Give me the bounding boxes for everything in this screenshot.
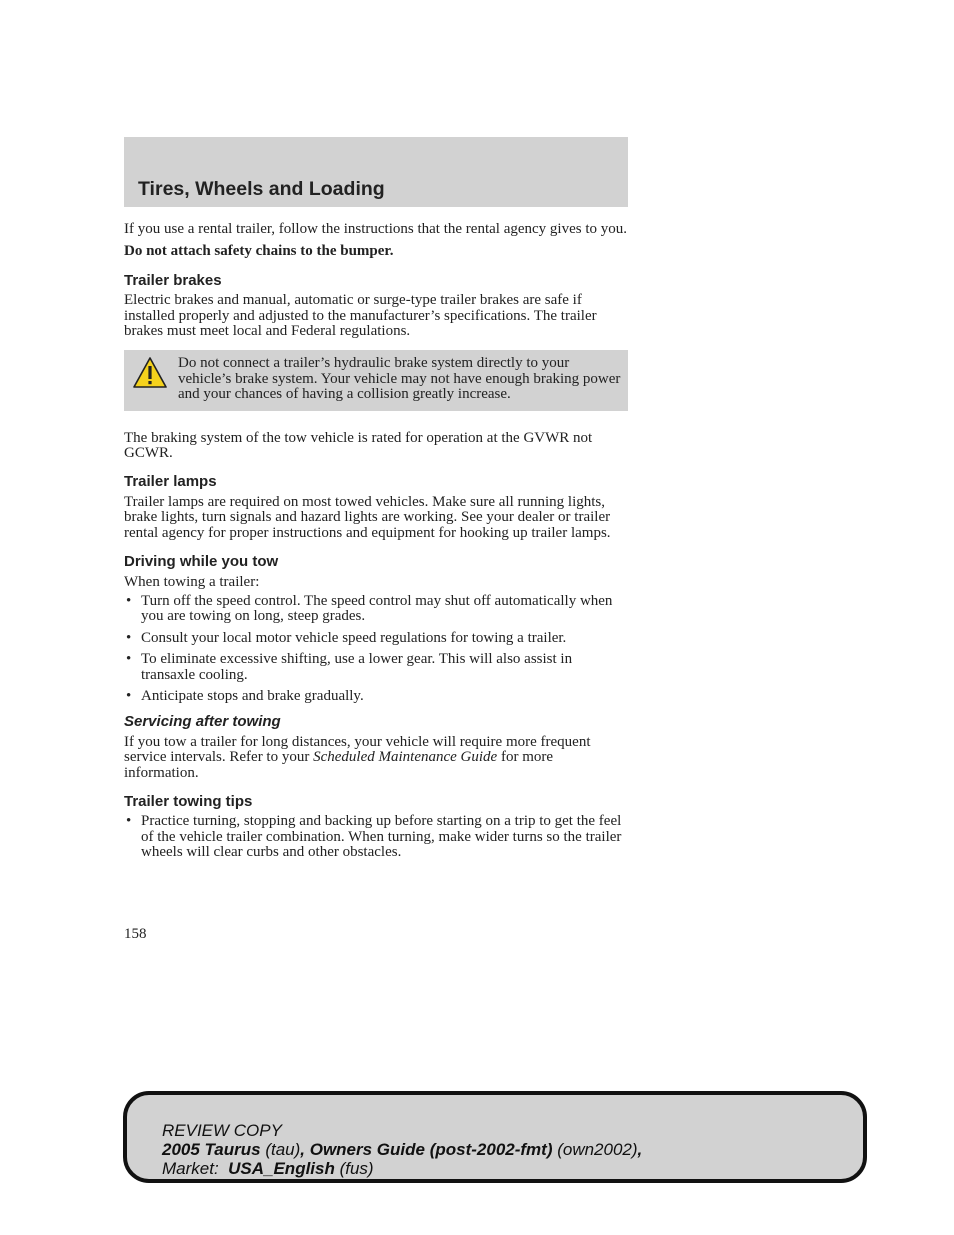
bullet-icon: • [126,592,132,609]
trailer-lamps-heading: Trailer lamps [124,473,217,491]
review-copy-label: REVIEW COPY [162,1121,282,1140]
driving-intro: When towing a trailer: [124,573,260,590]
list-item: • Consult your local motor vehicle speed regulations for towing a trailer. [126,629,567,646]
braking-system-paragraph: The braking system of the tow vehicle is rated for operation at the GVWR not GCWR. [124,429,593,462]
towing-tips-heading: Trailer towing tips [124,792,253,810]
trailer-brakes-heading: Trailer brakes [124,271,222,289]
review-market-line: Market: USA_English (fus) [162,1159,374,1178]
safety-chains-note: Do not attach safety chains to the bumper. [124,243,394,260]
list-item: • To eliminate excessive shifting, use a lower gear. This will also assist in transaxle cooling. [126,651,573,683]
towing-tips-list [124,814,628,860]
driving-while-tow-heading: Driving while you tow [124,553,279,571]
list-item: • Turn off the speed control. The speed control may shut off automatically when you are towing on long, steep grades. [126,592,613,625]
servicing-heading: Servicing after towing [124,713,281,731]
review-copy-box [123,1091,867,1183]
bullet-icon: • [126,813,132,830]
list-item: • Practice turning, stopping and backing up before starting on a trip to get the feel of the vehicle trailer combination. When turning, make wider turns so the trailer wheels will clear curbs and other obstacles. [126,813,622,861]
section-title: Tires, Wheels and Loading [138,178,385,200]
trailer-lamps-paragraph: Trailer lamps are required on most towed vehicles. Make sure all running lights, brake lights, turn signals and hazard lights are working. See your dealer or trailer rental agency for proper instructions and equipment for hooking up trailer lamps. [124,493,611,541]
page-number: 158 [124,926,147,942]
review-model-line: 2005 Taurus (tau), Owners Guide (post-2002-fmt) (own2002), [162,1140,643,1159]
warning-box [124,350,628,410]
bullet-icon: • [126,687,132,704]
list-item: • Anticipate stops and brake gradually. [126,687,364,704]
bullet-icon: • [126,629,132,646]
warning-text: Do not connect a trailer’s hydraulic brake system directly to your vehicle’s brake system. Your vehicle may not have enough braking power and your chances of having a collision greatly increase. [178,355,621,403]
review-copy-text [162,1121,642,1178]
trailer-brakes-paragraph: Electric brakes and manual, automatic or surge-type trailer brakes are safe if installed properly and adjusted to the manufacturer’s specifications. The trailer brakes must meet local and Federal regulations. [124,292,597,340]
maintenance-guide-ref: Scheduled Maintenance Guide [313,749,498,766]
driving-bullet-list [124,594,628,704]
bullet-icon: • [126,651,132,668]
servicing-paragraph: If you tow a trailer for long distances, your vehicle will require more frequent service intervals. Refer to your Scheduled Maintenance Guide for more information. [124,733,591,781]
warning-triangle-icon [132,356,168,390]
page-content [124,222,628,861]
section-header-bar [124,137,628,207]
rental-trailer-paragraph: If you use a rental trailer, follow the instructions that the rental agency gives to you. [124,221,627,237]
